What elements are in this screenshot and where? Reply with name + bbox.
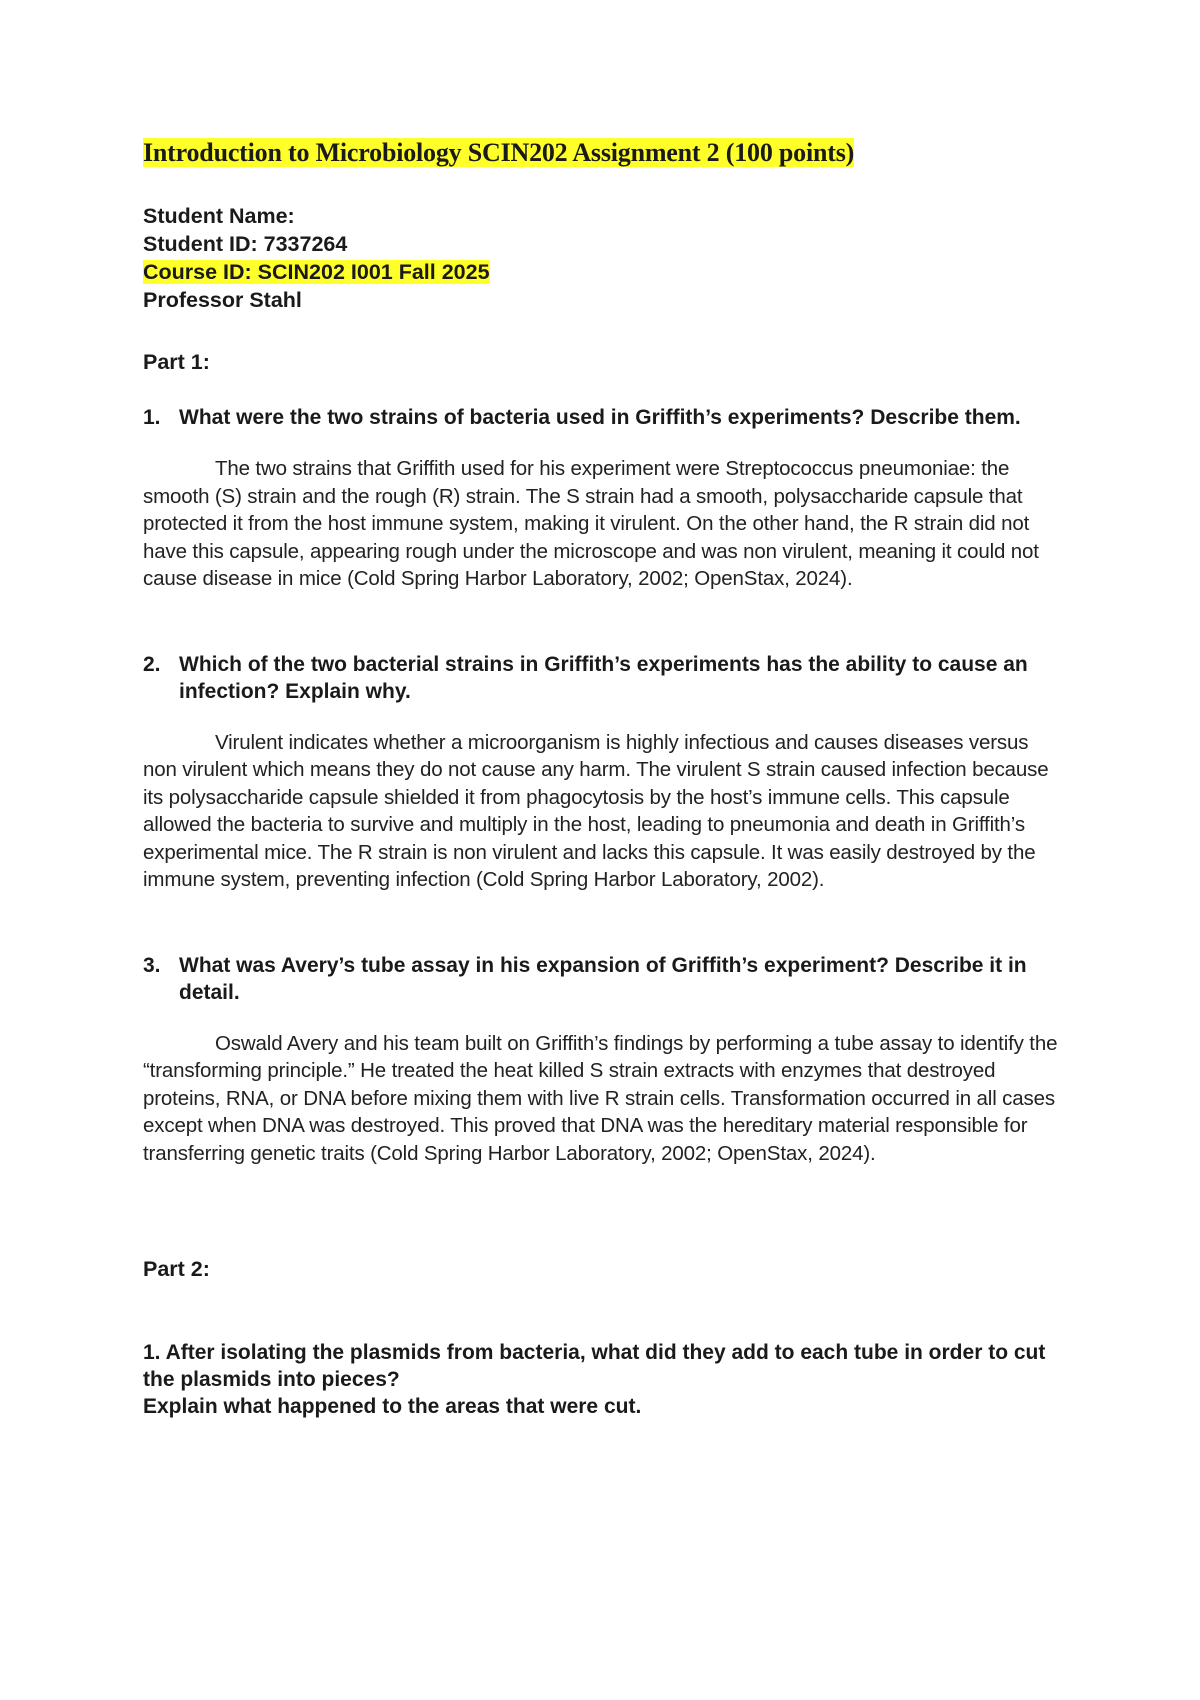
question-text: What was Avery’s tube assay in his expansion of Griffith’s experiment? Describe it in detail. [179, 953, 1027, 1004]
student-id: Student ID: 7337264 [143, 232, 348, 256]
question-text: What were the two strains of bacteria used in Griffith’s experiments? Describe them. [179, 406, 1021, 429]
answer-1: The two strains that Griffith used for his experiment were Streptococcus pneumoniae: the smooth (S) strain and the rough (R) strain. The S strain had a smooth, polysaccharide capsule that protected it from the host immune system, making it virulent. On the other hand, the R strain did not have this capsule, appearing rough under the microscope and was non virulent, meaning it could not cause disease in mice (Cold Spring Harbor Laboratory, 2002; OpenStax, 2024). [143, 457, 1039, 590]
answer-3: Oswald Avery and his team built on Griffith’s findings by performing a tube assay to identify the “transforming principle.” He treated the heat killed S strain extracts with enzymes that destroyed proteins, RNA, or DNA before mixing them with live R strain cells. Transformation occurred in all cases except when DNA was destroyed. This proved that DNA was the hereditary material responsible for transferring genetic traits (Cold Spring Harbor Laboratory, 2002; OpenStax, 2024). [143, 1031, 1058, 1165]
student-info [143, 202, 1063, 314]
question-number: 2. [143, 652, 161, 676]
professor-name: Professor Stahl [143, 288, 302, 312]
document-body [143, 136, 1063, 1420]
part2-question-1 [143, 1339, 1063, 1420]
answer-2: Virulent indicates whether a microorganism is highly infectious and causes diseases versus non virulent which means they do not cause any harm. The virulent S strain caused infection because its polysaccharide capsule shielded it from phagocytosis by the host’s immune cells. This capsule allowed the bacteria to survive and multiply in the host, leading to pneumonia and death in Griffith’s experimental mice. The R strain is non virulent and lacks this capsule. It was easily destroyed by the immune system, preventing infection (Cold Spring Harbor Laboratory, 2002). [143, 730, 1049, 891]
question-number: 1. [143, 406, 161, 429]
question-3 [143, 952, 1063, 1006]
part1-heading: Part 1: [143, 350, 210, 374]
title-highlight: Introduction to Microbiology SCIN202 Assignment 2 (100 points) [143, 138, 855, 167]
student-name-label: Student Name: [143, 204, 295, 228]
course-id-highlight: Course ID: SCIN202 I001 Fall 2025 [143, 260, 490, 284]
part2-question-text: 1. After isolating the plasmids from bacteria, what did they add to each tube in order to cut the plasmids into pieces? [143, 1341, 1046, 1391]
question-number: 3. [143, 953, 161, 977]
part2-heading: Part 2: [143, 1257, 210, 1281]
document-title [143, 136, 1063, 170]
question-2 [143, 651, 1063, 705]
question-text: Which of the two bacterial strains in Griffith’s experiments has the ability to cause an infection? Explain why. [179, 652, 1028, 703]
question-1 [143, 404, 1063, 431]
part2-question-followup: Explain what happened to the areas that were cut. [143, 1395, 642, 1418]
course-id [143, 258, 1063, 286]
